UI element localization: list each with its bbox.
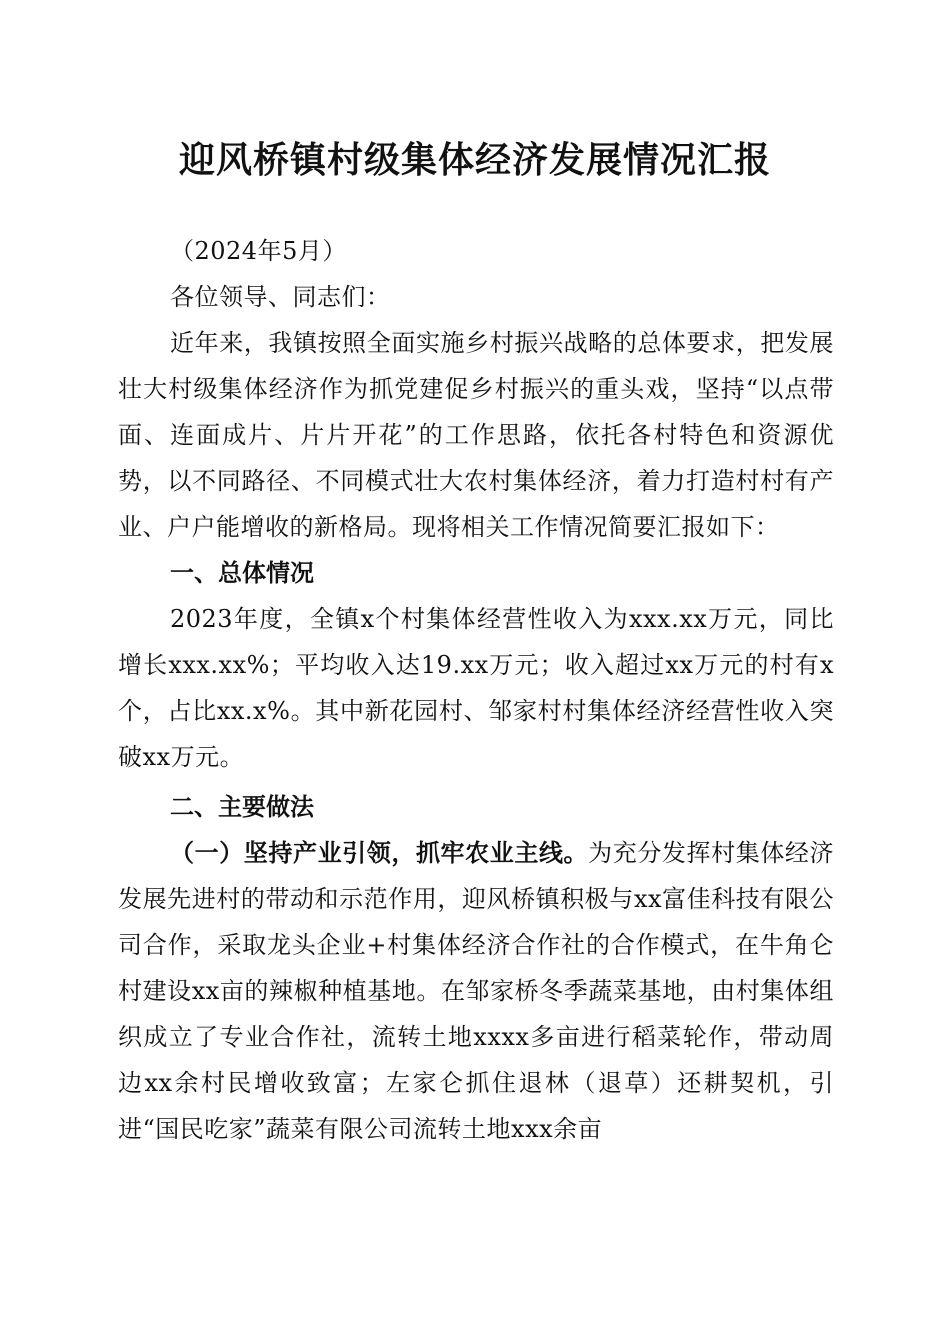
subsection-text: 为充分发挥村集体经济发展先进村的带动和示范作用，迎风桥镇积极与xx富佳科技有限公司合作，采取龙头企业+村集体经济合作社的合作模式，在牛角仑村建设xx亩的辣椒种植基地。在邹家桥冬季蔬菜基地，由村集体组织成立了专业合作社，流转土地xxxx多亩进行稻菜轮作，带动周边xx余村民增收致富；左家仑抓住退林（退草）还耕契机，引进“国民吃家”蔬菜有限公司流转土地xxx余亩 [118,839,835,1143]
document-date: （2024年5月） [170,237,347,265]
intro-paragraph: 近年来，我镇按照全面实施乡村振兴战略的总体要求，把发展壮大村级集体经济作为抓党建促乡村振兴的重头戏，坚持“以点带面、连面成片、片片开花”的工作思路，依托各村特色和资源优势，以不同路径、不同模式壮大农村集体经济，着力打造村村有产业、户户能增收的新格局。现将相关工作情况简要汇报如下： [118,329,834,541]
section-heading-methods: 二、主要做法 [170,793,314,821]
greeting: 各位领导、同志们： [170,283,391,311]
document-title: 迎风桥镇村级集体经济发展情况汇报 [178,139,771,181]
methods-paragraph-1 [118,830,834,1152]
document-body [118,228,834,1152]
section-heading-overview: 一、总体情况 [170,559,314,587]
overview-paragraph: 2023年度，全镇x个村集体经营性收入为xxx.xx万元，同比增长xxx.xx%；平均收入达19.xx万元；收入超过xx万元的村有x个，占比xx.x%。其中新花园村、邹家村村集体经济经营性收入突破xx万元。 [118,605,834,771]
subsection-lead: （一）坚持产业引领，抓牢农业主线。 [170,838,589,867]
